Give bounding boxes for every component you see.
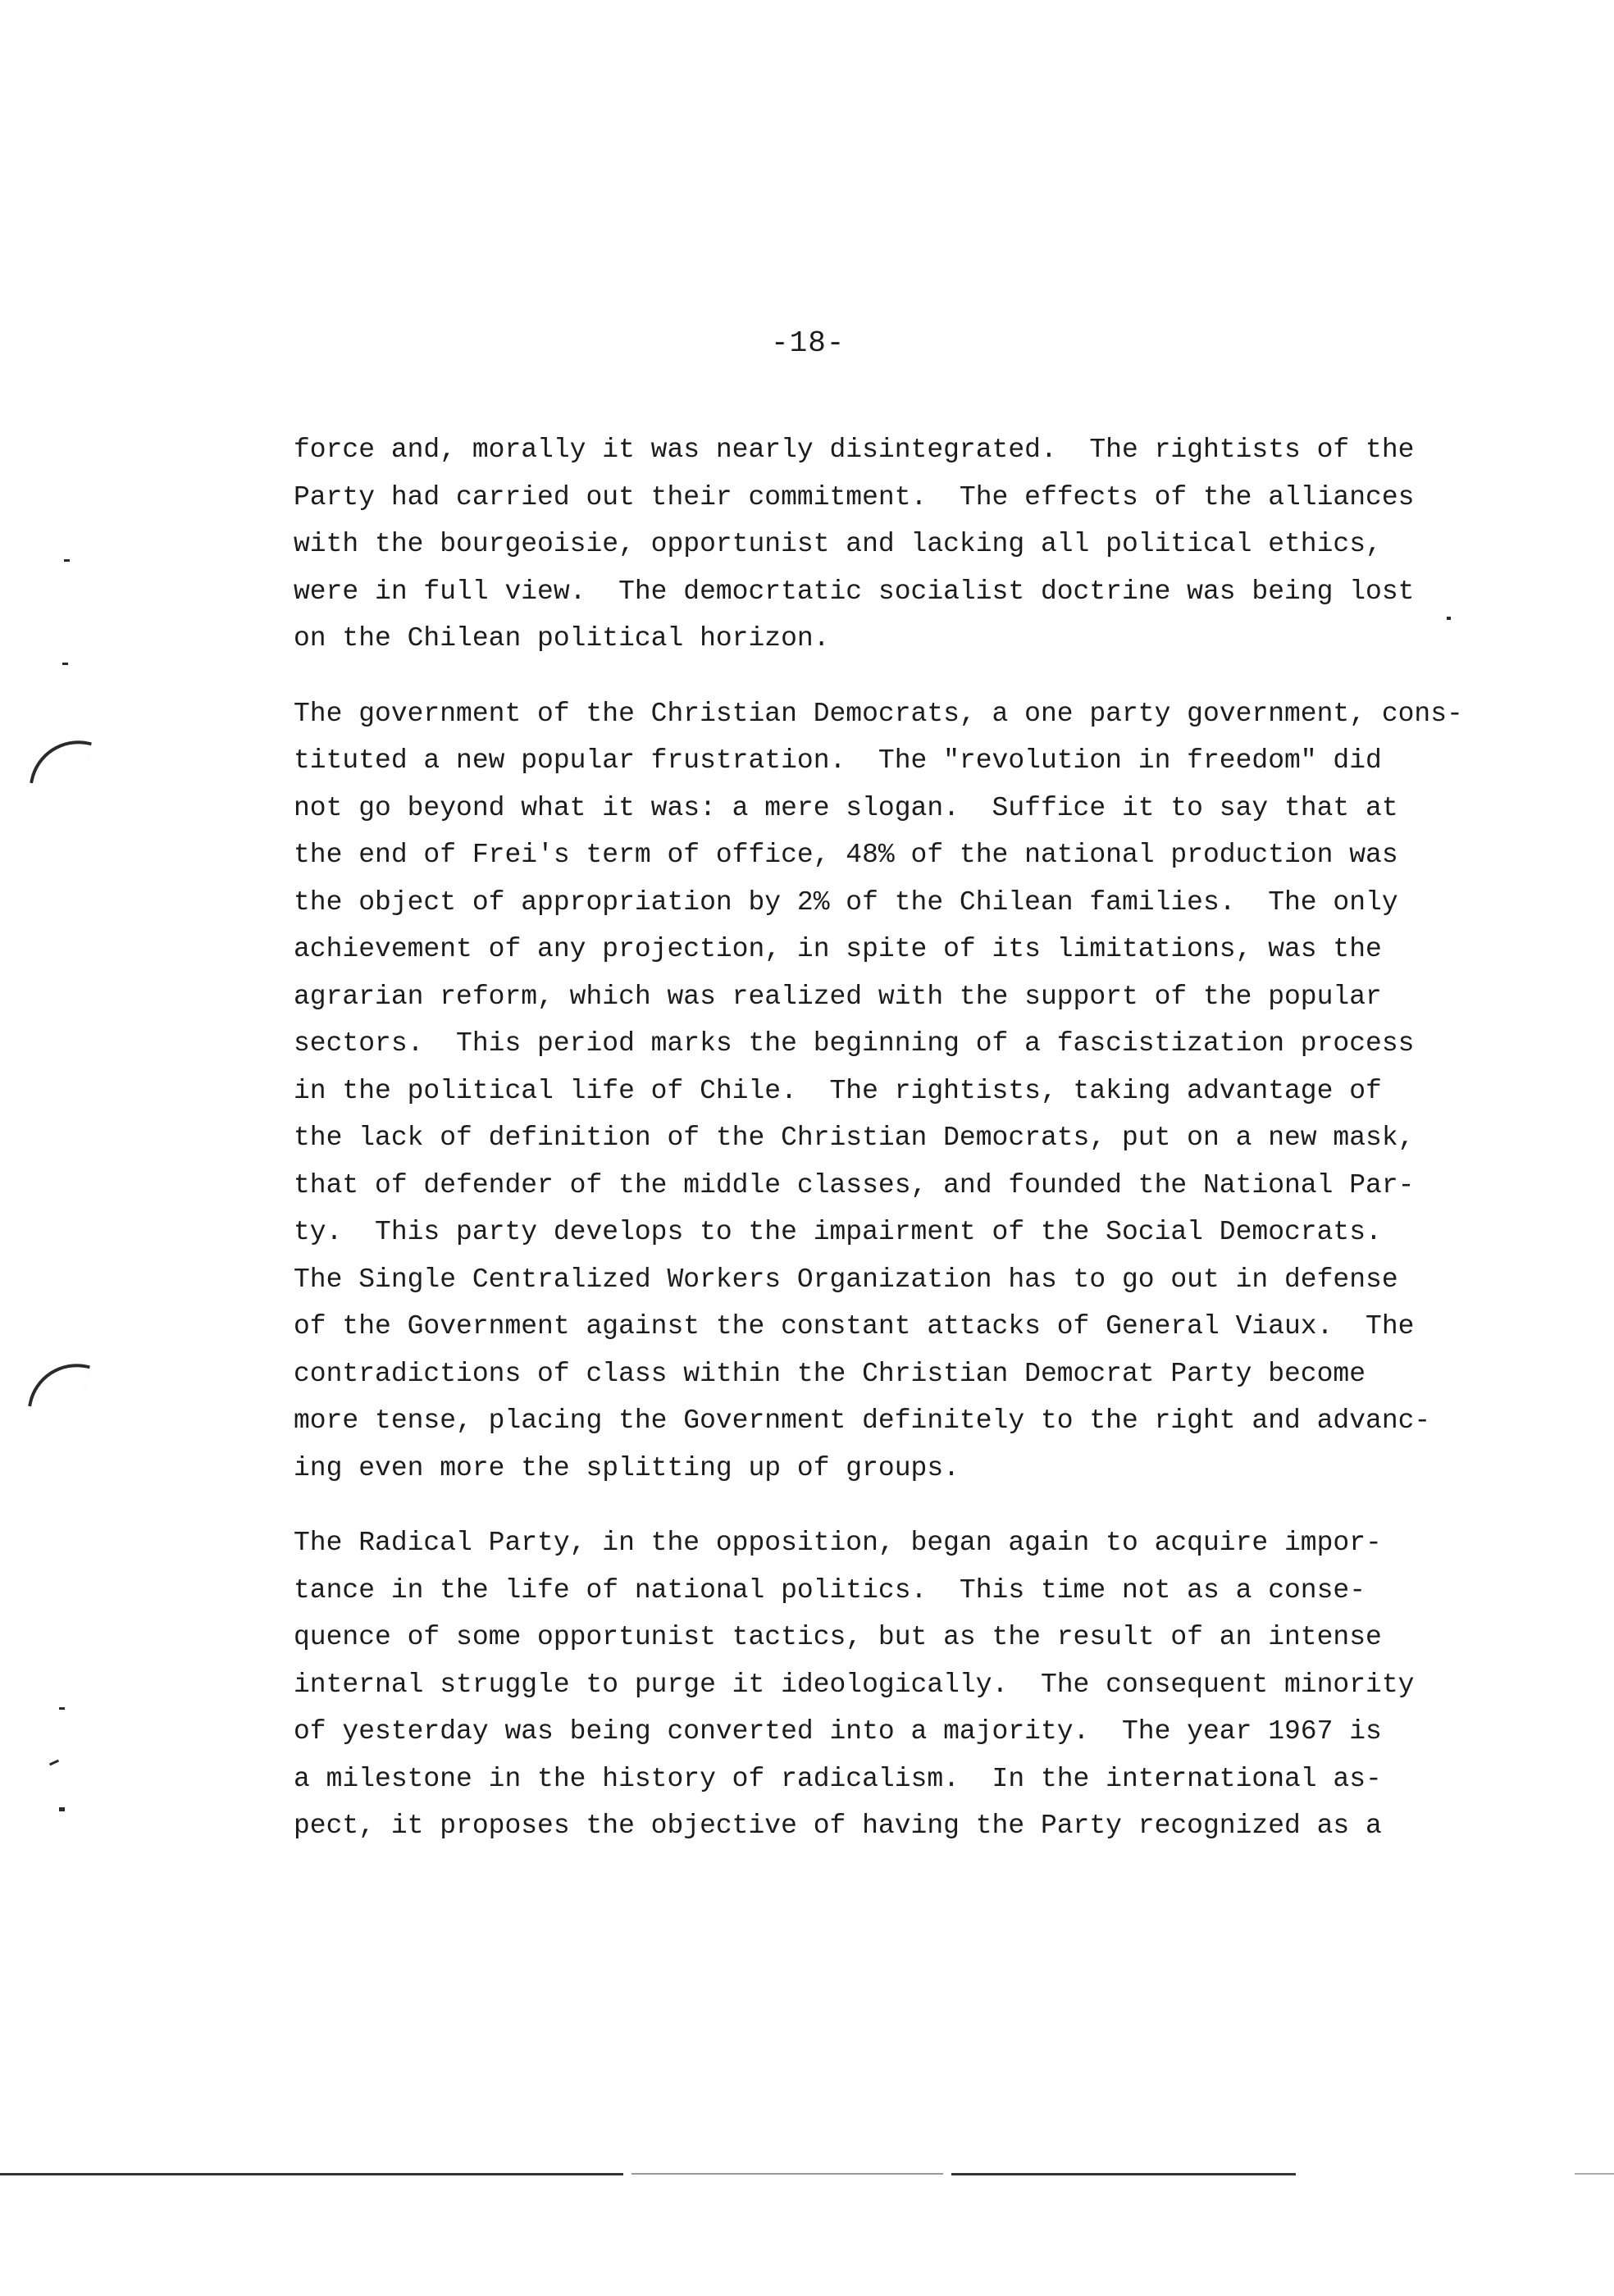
binder-hole-mark [28, 1355, 90, 1417]
margin-mark [59, 1707, 65, 1710]
text-line: quence of some opportunist tactics, but as the result of an intense [294, 1622, 1382, 1652]
text-line: not go beyond what it was: a mere slogan. Suffice it to say that at [294, 792, 1398, 823]
paragraph-3 [294, 1519, 1458, 1850]
text-line: sectors. This period marks the beginning of a fascistization process [294, 1028, 1415, 1059]
text-line: Party had carried out their commitment. The effects of the alliances [294, 481, 1415, 512]
text-line: The government of the Christian Democrats, a one party government, cons- [294, 698, 1463, 729]
text-line: in the political life of Chile. The rightists, taking advantage of [294, 1075, 1382, 1106]
text-line: ty. This party develops to the impairment of the Social Democrats. [294, 1217, 1382, 1247]
text-line: a milestone in the history of radicalism. In the international as- [294, 1763, 1382, 1794]
text-line: with the bourgeoisie, opportunist and lacking all political ethics, [294, 529, 1382, 559]
text-line: pect, it proposes the objective of having the Party recognized as a [294, 1811, 1382, 1841]
page-number: -18- [771, 326, 846, 360]
text-line: the end of Frei's term of office, 48% of the national production was [294, 840, 1398, 870]
bottom-rule [951, 2173, 1296, 2175]
text-line: tance in the life of national politics. This time not as a conse- [294, 1574, 1366, 1606]
margin-mark [64, 559, 70, 562]
text-line: achievement of any projection, in spite of its limitations, was the [294, 934, 1382, 964]
binder-hole-mark [30, 731, 92, 794]
margin-mark [1447, 617, 1451, 620]
margin-mark [59, 1807, 65, 1811]
text-line: agrarian reform, which was realized with the support of the popular [294, 981, 1382, 1012]
text-line: the lack of definition of the Christian Democrats, put on a new mask, [294, 1123, 1415, 1153]
text-line: the object of appropriation by 2% of the Chilean families. The only [294, 886, 1398, 918]
bottom-rule [1575, 2173, 1614, 2175]
text-line: more tense, placing the Government definitely to the right and advanc- [294, 1405, 1431, 1436]
margin-mark [62, 663, 68, 665]
text-line: were in full view. The democrtatic socialist doctrine was being lost [294, 576, 1415, 607]
text-line: ing even more the splitting up of groups. [294, 1452, 960, 1483]
bottom-rule [0, 2173, 623, 2175]
text-line: of the Government against the constant attacks of General Viaux. The [294, 1311, 1415, 1342]
paragraph-1 [294, 426, 1458, 663]
text-line: tituted a new popular frustration. The "revolution in freedom" did [294, 745, 1382, 776]
body-text [294, 426, 1463, 1850]
paragraph-2 [294, 690, 1463, 1492]
text-line: The Radical Party, in the opposition, began again to acquire impor- [294, 1528, 1382, 1558]
margin-mark [49, 1760, 59, 1766]
text-line: The Single Centralized Workers Organization has to go out in defense [294, 1264, 1398, 1295]
text-line: on the Chilean political horizon. [294, 623, 830, 654]
text-line: force and, morally it was nearly disintegrated. The rightists of the [294, 435, 1415, 465]
text-line: contradictions of class within the Christian Democrat Party become [294, 1358, 1366, 1389]
text-line: of yesterday was being converted into a majority. The year 1967 is [294, 1716, 1382, 1747]
bottom-rule [631, 2173, 943, 2175]
text-line: that of defender of the middle classes, and founded the National Par- [294, 1169, 1415, 1200]
text-line: internal struggle to purge it ideologically. The consequent minority [294, 1669, 1415, 1700]
